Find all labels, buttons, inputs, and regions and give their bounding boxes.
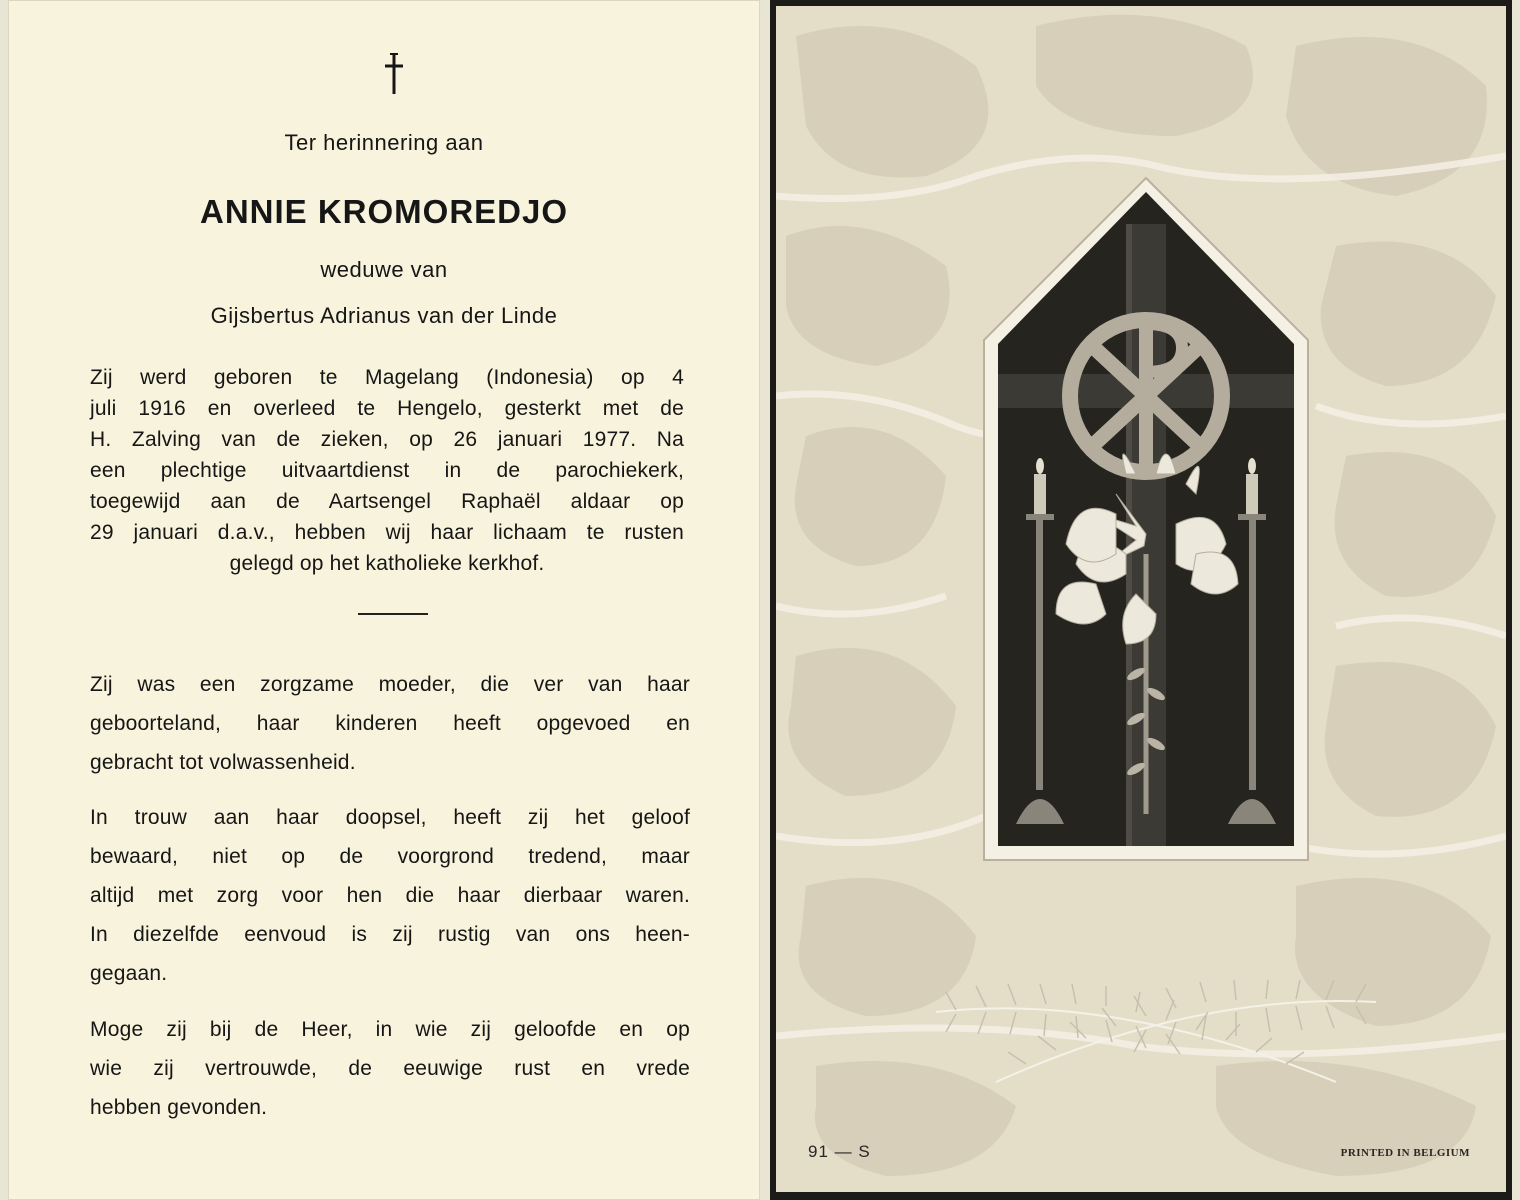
paragraph-line: Zij was een zorgzame moeder, die ver van haar — [90, 673, 690, 696]
section-divider — [358, 613, 428, 615]
biography-line: een plechtige uitvaartdienst in de parochiekerk, — [90, 459, 684, 482]
paragraph-line: wie zij vertrouwde, de eeuwige rust en vrede — [90, 1057, 690, 1080]
deceased-name: ANNIE KROMOREDJO — [199, 193, 569, 230]
paragraph-line: bewaard, niet op de voorgrond tredend, maar — [90, 845, 690, 868]
prayer-paragraph — [90, 1010, 690, 1127]
faith-paragraph — [90, 798, 690, 993]
paragraph-line: gebracht tot volwassenheid. — [90, 751, 356, 774]
biography-line: Zij werd geboren te Magelang (Indonesia) op 4 — [90, 366, 684, 389]
biography-line: juli 1916 en overleed te Hengelo, gesterkt met de — [90, 397, 684, 420]
cross-icon — [8, 50, 760, 98]
husband-name: Gijsbertus Adrianus van der Linde — [210, 303, 558, 328]
biography-line: toegewijd aan de Aartsengel Raphaël aldaar op — [90, 490, 684, 513]
intro-text: Ter herinnering aan — [284, 130, 484, 155]
memorial-picture-card — [770, 0, 1512, 1200]
widow-of-text: weduwe van — [320, 257, 448, 282]
paragraph-line: Moge zij bij de Heer, in wie zij geloofde en op — [90, 1018, 690, 1041]
paragraph-line: gegaan. — [90, 962, 168, 985]
printed-in-label: PRINTED IN BELGIUM — [1340, 1147, 1470, 1159]
mother-paragraph — [90, 665, 690, 782]
biography-line: gelegd op het katholieke kerkhof. — [229, 552, 545, 575]
biography-line: 29 januari d.a.v., hebben wij haar lichaam te rusten — [90, 521, 684, 544]
biography-line: H. Zalving van de zieken, op 26 januari 1977. Na — [90, 428, 684, 451]
paragraph-line: In trouw aan haar doopsel, heeft zij het geloof — [90, 806, 690, 829]
paragraph-line: geboorteland, haar kinderen heeft opgevoed en — [90, 712, 690, 735]
paragraph-line: altijd met zorg voor hen die haar dierbaar waren. — [90, 884, 690, 907]
memorial-text-card — [8, 0, 760, 1200]
palm-branches-icon — [916, 972, 1396, 1102]
biography-paragraph — [90, 362, 684, 579]
paragraph-line: In diezelfde eenvoud is zij rustig van ons heen- — [90, 923, 690, 946]
chi-rho-lilies-candles-icon — [976, 174, 1316, 864]
paragraph-line: hebben gevonden. — [90, 1096, 268, 1119]
marble-background — [776, 6, 1506, 1192]
card-code: 91 — S — [808, 1142, 871, 1161]
